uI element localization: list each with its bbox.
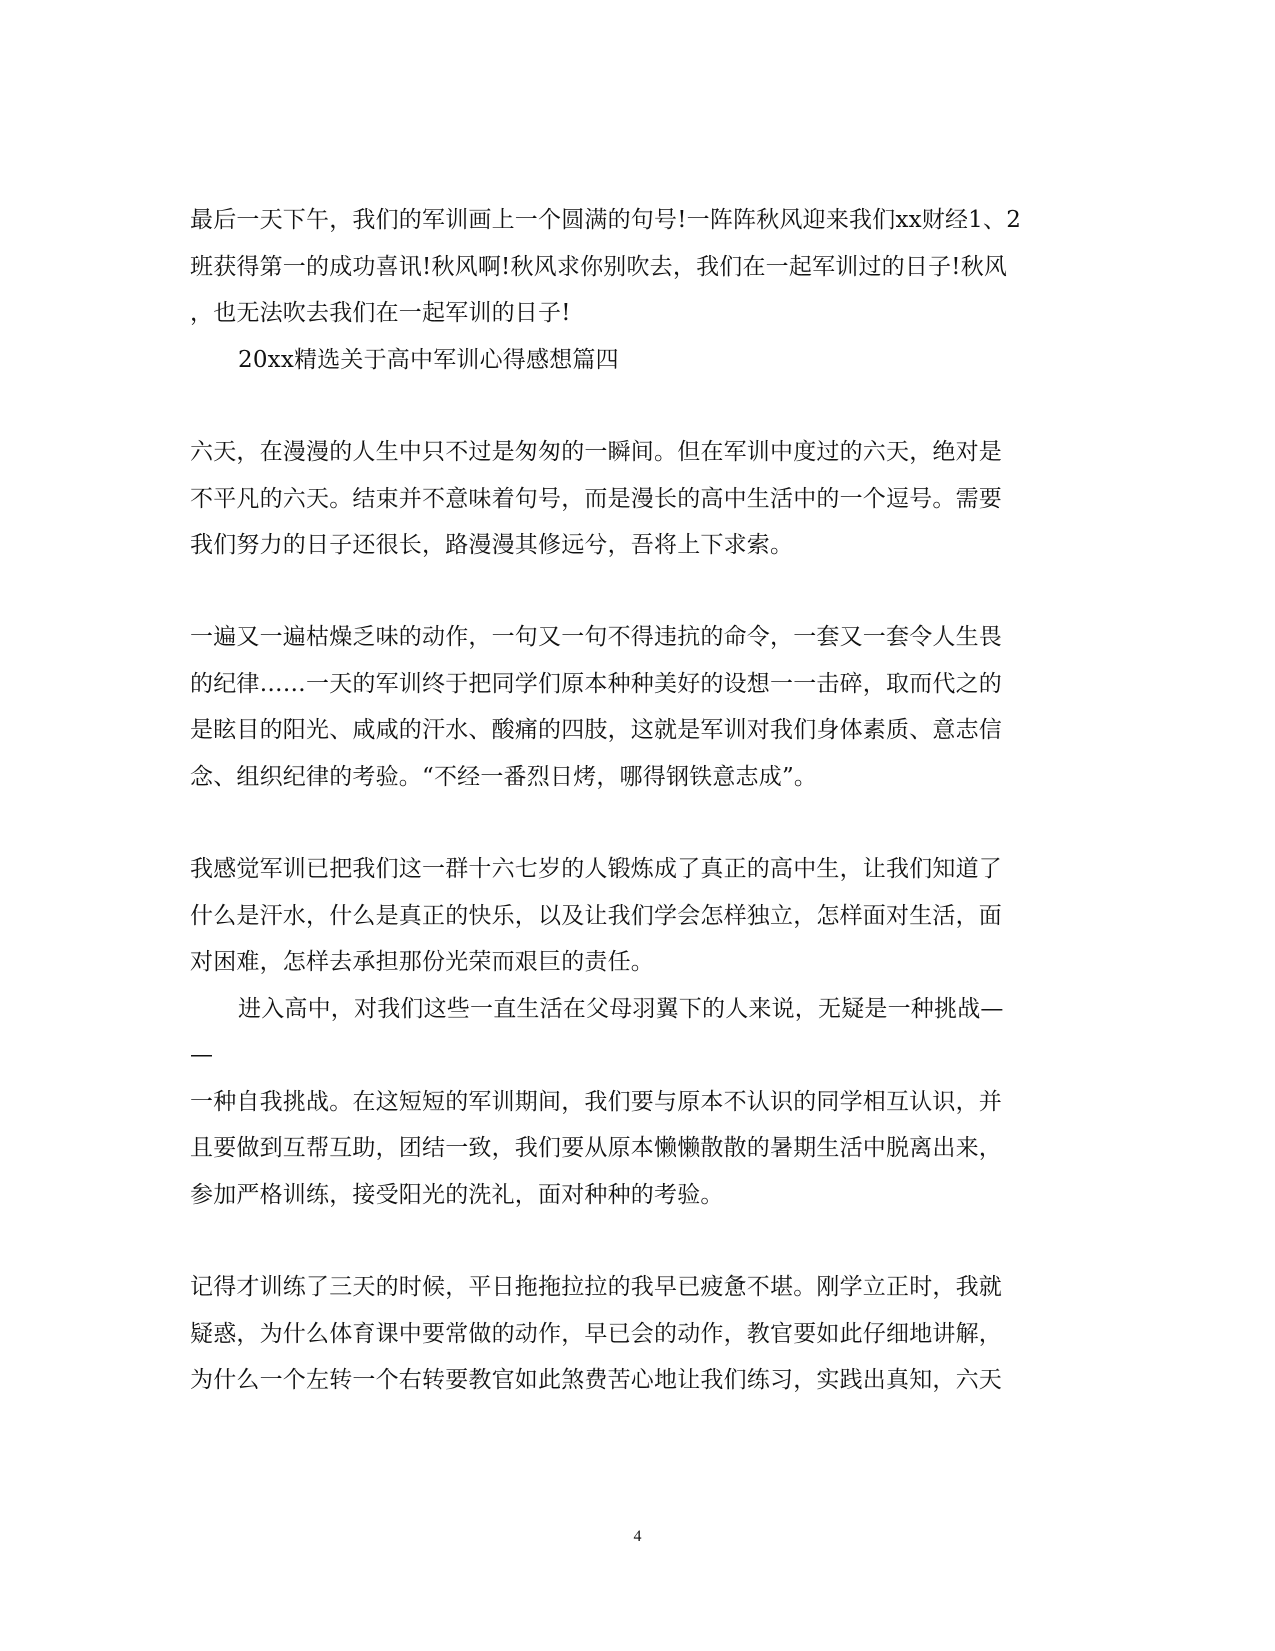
- text-line: 疑惑，为什么体育课中要常做的动作，早已会的动作，教官要如此仔细地讲解，: [190, 1321, 1002, 1347]
- text-line: 最后一天下午，我们的军训画上一个圆满的句号!一阵阵秋风迎来我们xx财经1、2: [190, 207, 1022, 233]
- text-line: 我们努力的日子还很长，路漫漫其修远兮，吾将上下求索。: [190, 532, 794, 558]
- text-line: 记得才训练了三天的时候，平日拖拖拉拉的我早已疲惫不堪。刚学立正时，我就: [190, 1274, 1002, 1300]
- text-line: 参加严格训练，接受阳光的洗礼，面对种种的考验。: [190, 1182, 724, 1208]
- text-line: —: [190, 1042, 214, 1068]
- text-line: ，也无法吹去我们在一起军训的日子!: [190, 300, 571, 326]
- text-line: 什么是汗水，什么是真正的快乐，以及让我们学会怎样独立，怎样面对生活，面: [190, 903, 1002, 929]
- text-line: 的纪律……一天的军训终于把同学们原本种种美好的设想一一击碎，取而代之的: [190, 671, 1002, 697]
- text-line: 六天，在漫漫的人生中只不过是匆匆的一瞬间。但在军训中度过的六天，绝对是: [190, 439, 1002, 465]
- text-line: 念、组织纪律的考验。“不经一番烈日烤，哪得钢铁意志成”。: [190, 764, 818, 790]
- text-line: 且要做到互帮互助，团结一致，我们要从原本懒懒散散的暑期生活中脱离出来，: [190, 1135, 1002, 1161]
- page-number: 4: [633, 1528, 642, 1545]
- text-line: 进入高中，对我们这些一直生活在父母羽翼下的人来说，无疑是一种挑战—: [238, 996, 1004, 1022]
- text-line: 班获得第一的成功喜讯!秋风啊!秋风求你别吹去，我们在一起军训过的日子!秋风: [190, 254, 1008, 280]
- section-heading: 20xx精选关于高中军训心得感想篇四: [238, 347, 619, 373]
- text-line: 为什么一个左转一个右转要教官如此煞费苦心地让我们练习，实践出真知，六天: [190, 1367, 1002, 1393]
- text-line: 对困难，怎样去承担那份光荣而艰巨的责任。: [190, 949, 654, 975]
- text-line: 是眩目的阳光、咸咸的汗水、酸痛的四肢，这就是军训对我们身体素质、意志信: [190, 717, 1002, 743]
- text-line: 不平凡的六天。结束并不意味着句号，而是漫长的高中生活中的一个逗号。需要: [190, 486, 1002, 512]
- text-line: 一遍又一遍枯燥乏味的动作，一句又一句不得违抗的命令，一套又一套令人生畏: [190, 624, 1002, 650]
- text-line: 我感觉军训已把我们这一群十六七岁的人锻炼成了真正的高中生，让我们知道了: [190, 856, 1002, 882]
- text-line: 一种自我挑战。在这短短的军训期间，我们要与原本不认识的同学相互认识，并: [190, 1089, 1002, 1115]
